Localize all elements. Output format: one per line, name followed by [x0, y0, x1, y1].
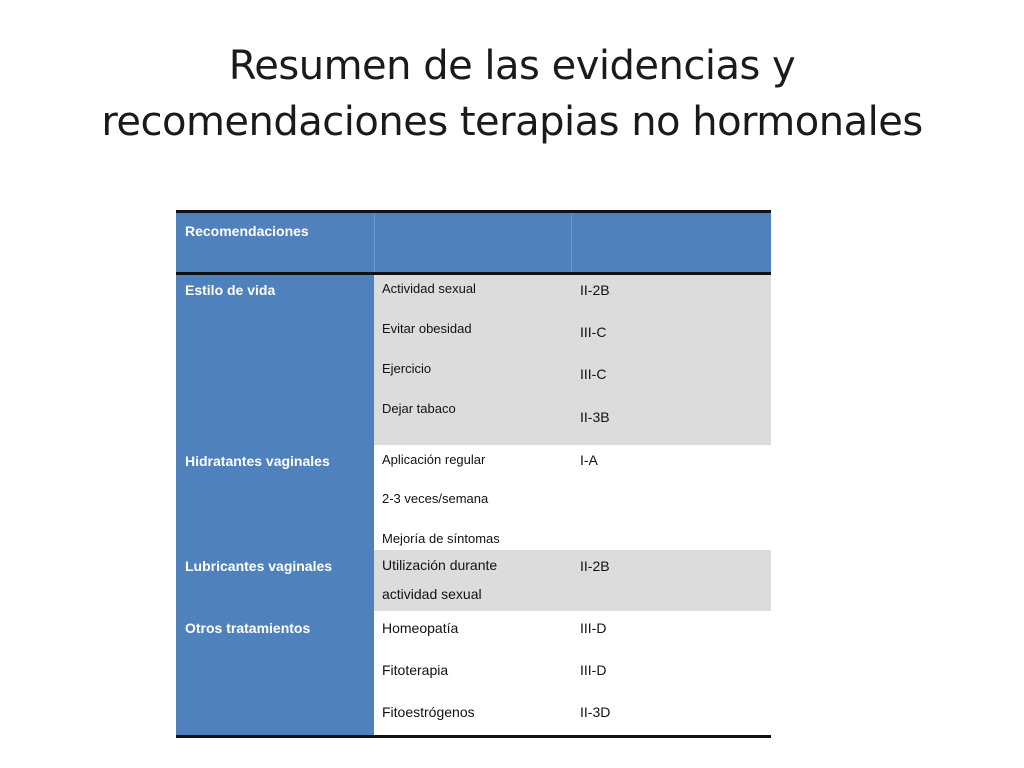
header-column-divider: [571, 213, 572, 272]
table-cell-item: Mejoría de síntomas: [382, 531, 500, 546]
slide-title: [40, 38, 984, 150]
slide-title-line-1: Resumen de las evidencias y: [228, 43, 796, 89]
table-row-band: [374, 275, 771, 445]
row-label-estilo-de-vida: Estilo de vida: [185, 282, 276, 298]
table-header-row: [176, 213, 771, 272]
table-cell-item: 2-3 veces/semana: [382, 491, 489, 506]
table-cell-item: Dejar tabaco: [382, 401, 456, 416]
slide-title-line-2: recomendaciones terapias no hormonales: [101, 99, 923, 145]
table-cell-item: Aplicación regular: [382, 452, 486, 467]
header-column-divider: [374, 213, 375, 272]
table-cell-level: II-2B: [580, 558, 610, 574]
table-cell-item: Actividad sexual: [382, 281, 476, 296]
table-cell-level: III-D: [580, 620, 607, 636]
table-cell-level: III-C: [580, 324, 607, 340]
table-cell-level: I-A: [580, 452, 598, 468]
row-label-otros-tratamientos: Otros tratamientos: [185, 620, 311, 636]
table-cell-item: Utilización durante: [382, 557, 498, 573]
table-cell-level: III-D: [580, 662, 607, 678]
row-label-hidratantes-vaginales: Hidratantes vaginales: [185, 453, 330, 469]
table-cell-item: Fitoterapia: [382, 662, 449, 678]
table-cell-item: Homeopatía: [382, 620, 459, 636]
row-label-lubricantes-vaginales: Lubricantes vaginales: [185, 558, 333, 574]
table-cell-item: Ejercicio: [382, 361, 432, 376]
table-cell-item: Evitar obesidad: [382, 321, 472, 336]
table-cell-level: II-3D: [580, 704, 611, 720]
recommendations-table: [176, 210, 771, 738]
table-cell-item: Fitoestrógenos: [382, 704, 475, 720]
table-cell-level: III-C: [580, 366, 607, 382]
table-cell-level: II-2B: [580, 282, 610, 298]
table-cell-item: actividad sexual: [382, 586, 482, 602]
table-bottom-rule: [176, 735, 771, 738]
table-header-label: Recomendaciones: [185, 223, 309, 239]
table-cell-level: II-3B: [580, 409, 610, 425]
table-label-column: [176, 275, 374, 735]
